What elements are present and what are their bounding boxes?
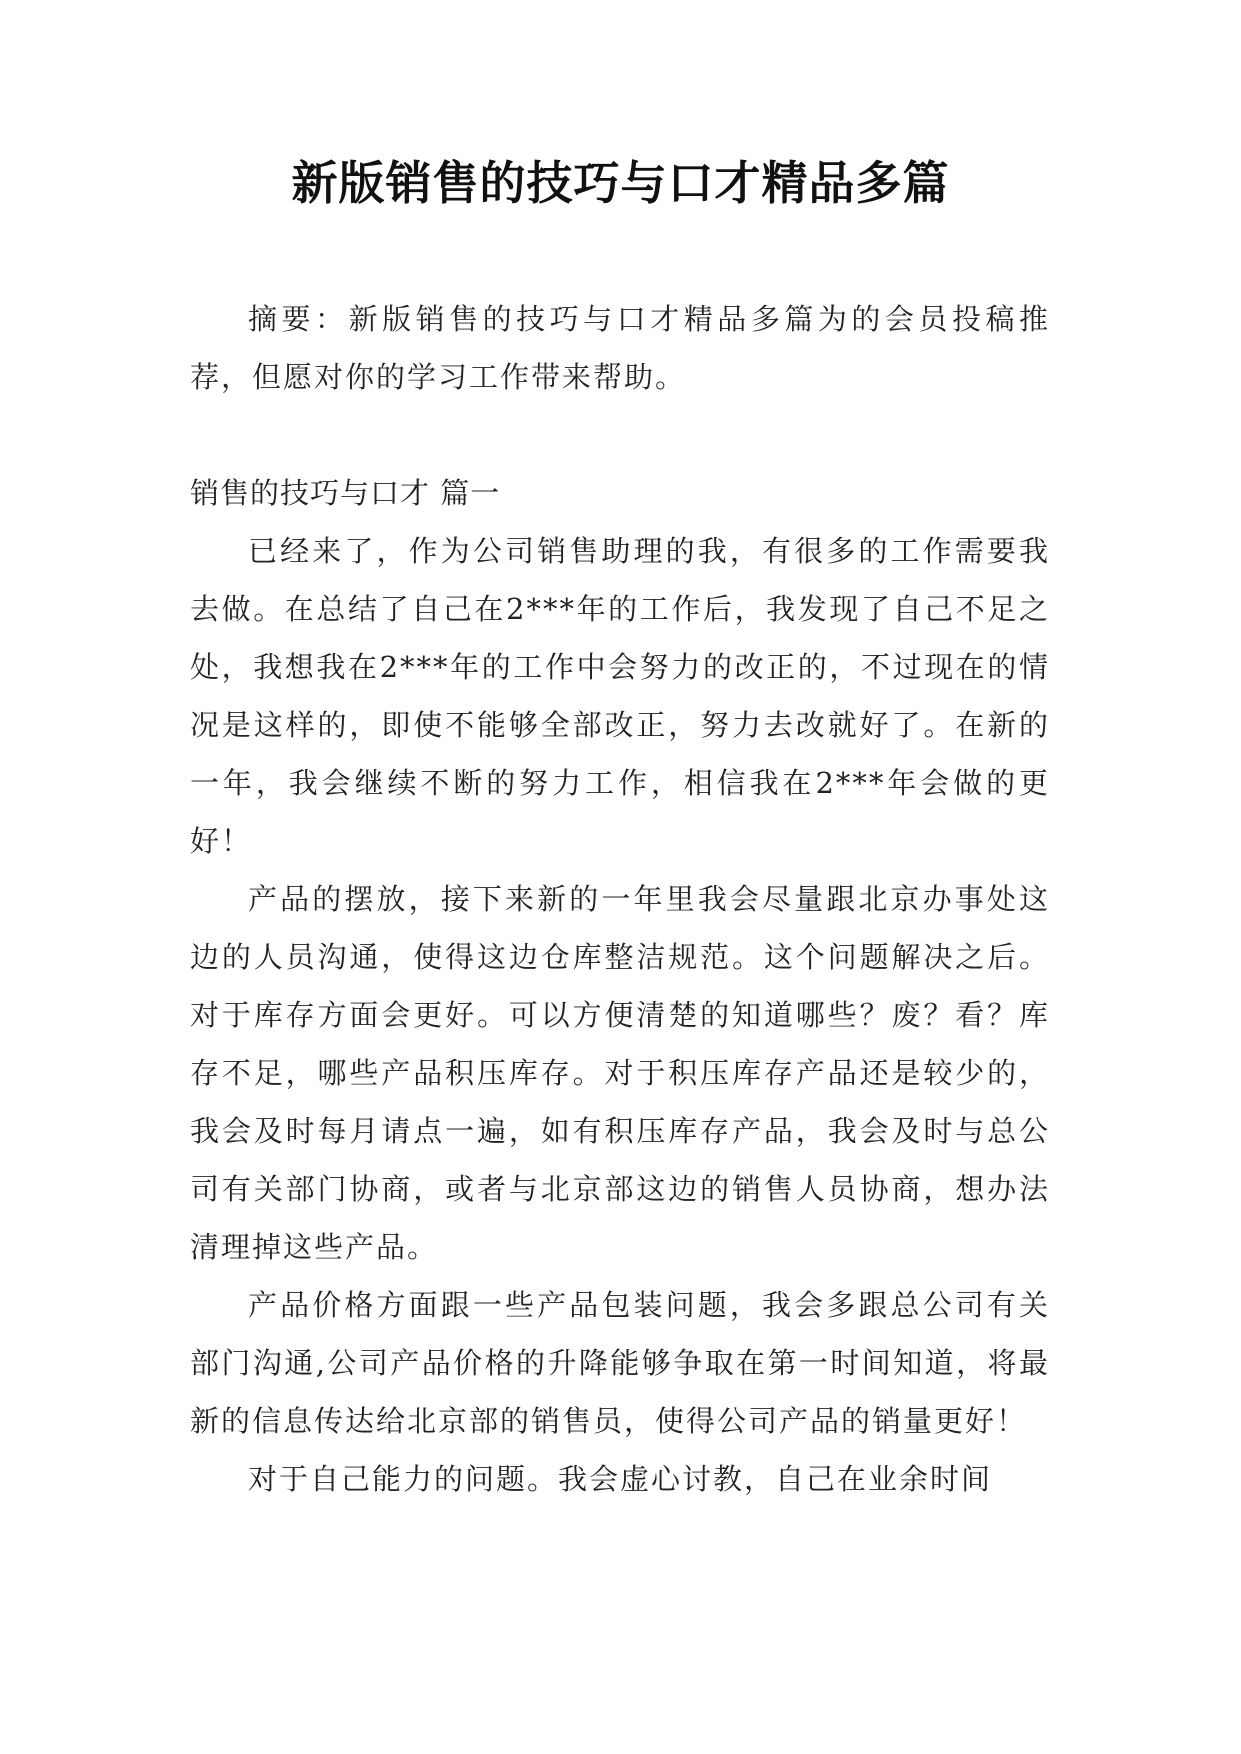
section-heading: 销售的技巧与口才 篇一 xyxy=(190,476,501,510)
document-body xyxy=(190,290,1050,1508)
body-paragraph: 已经来了，作为公司销售助理的我，有很多的工作需要我去做。在总结了自己在2***年的工作后，我发现了自己不足之处，我想我在2***年的工作中会努力的改正的，不过现在的情况是这样的，即使不能够全部改正，努力去改就好了。在新的一年，我会继续不断的努力工作，相信我在2***年会做的更好！ xyxy=(190,534,1050,858)
abstract-paragraph: 摘要：新版销售的技巧与口才精品多篇为的会员投稿推荐，但愿对你的学习工作带来帮助。 xyxy=(190,302,1050,394)
body-paragraph: 产品价格方面跟一些产品包装问题，我会多跟总公司有关部门沟通,公司产品价格的升降能够争取在第一时间知道，将最新的信息传达给北京部的销售员，使得公司产品的销量更好！ xyxy=(190,1288,1050,1438)
body-paragraph: 产品的摆放，接下来新的一年里我会尽量跟北京办事处这边的人员沟通，使得这边仓库整洁规范。这个问题解决之后。对于库存方面会更好。可以方便清楚的知道哪些？废？看？库存不足，哪些产品积压库存。对于积压库存产品还是较少的，我会及时每月请点一遍，如有积压库存产品，我会及时与总公司有关部门协商，或者与北京部这边的销售人员协商，想办法清理掉这些产品。 xyxy=(190,882,1050,1264)
document-title: 新版销售的技巧与口才精品多篇 xyxy=(291,156,950,210)
body-paragraph: 对于自己能力的问题。我会虚心讨教，自己在业余时间 xyxy=(248,1462,993,1496)
